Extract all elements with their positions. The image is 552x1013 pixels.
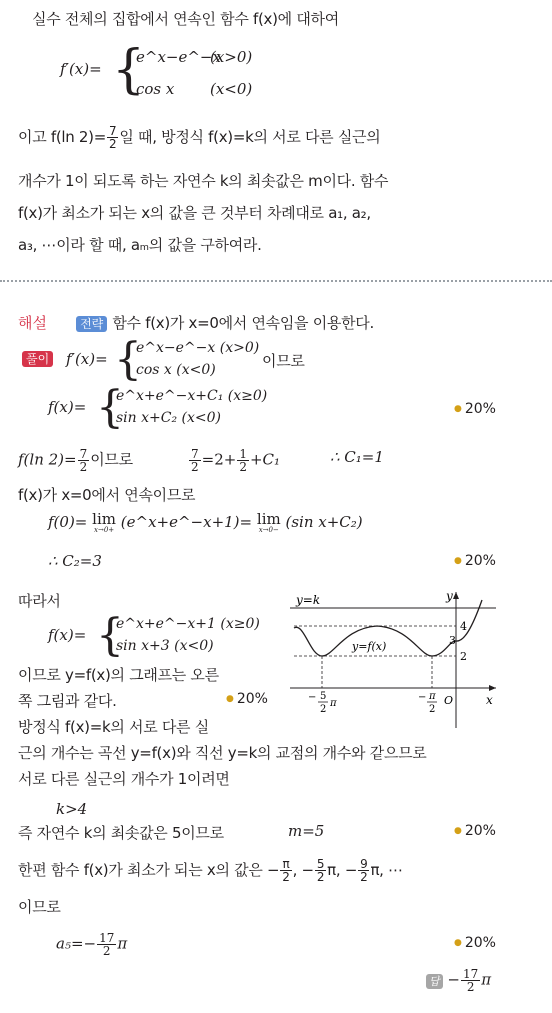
xtick2-den: 2: [429, 704, 436, 715]
den: 2: [316, 870, 325, 884]
brace-s2: {: [96, 382, 124, 433]
frac-pi-2: [280, 858, 291, 883]
problem-line-6: a₃, ⋯이라 할 때, aₘ의 값을 구하여라.: [18, 236, 262, 254]
tick-4: 4: [460, 620, 467, 633]
answer-minus: −: [447, 970, 460, 989]
frac-17-2: [97, 932, 116, 957]
s2-case1: e^x+e^−x+C₁ (x≥0): [116, 388, 268, 404]
num: π: [282, 857, 290, 871]
lim-sub: x→0+: [94, 526, 115, 534]
lim-1: [92, 512, 116, 534]
x-axis-arrow: [489, 685, 496, 691]
num: 1: [239, 447, 247, 461]
s16-c: π, ⋯: [370, 861, 403, 879]
frac-5-2: [315, 858, 326, 883]
s11: 방정식 f(x)=k의 서로 다른 실: [18, 718, 209, 736]
den: 2: [360, 870, 368, 884]
s3-conclusion: ∴ C₁=1: [330, 448, 384, 466]
frac-9-2: [358, 858, 369, 883]
s5-lhs: f(0)=: [48, 513, 88, 531]
s18-percent: ● 20%: [454, 935, 496, 951]
problem-line-5: f(x)가 최소가 되는 x의 값을 큰 것부터 차례대로 a₁, a₂,: [18, 204, 371, 222]
s1-tail: 이므로: [262, 352, 305, 370]
lim-word: lim: [256, 510, 281, 528]
s14: k>4: [56, 800, 88, 818]
num: 7: [79, 447, 88, 461]
strategy-badge: 전략: [76, 316, 107, 332]
lim-word: lim: [92, 510, 116, 528]
brace-s1: {: [114, 334, 142, 385]
den: 2: [97, 944, 116, 957]
frac-7-2-s3: [78, 448, 90, 473]
s17: 이므로: [18, 898, 61, 916]
label-y-axis: y: [446, 589, 453, 603]
answer-pi: π: [481, 970, 492, 989]
case2-expr: cos x: [136, 80, 175, 98]
solution-header-row: [18, 312, 374, 333]
s6: ∴ C₂=3: [48, 552, 102, 570]
num: 7: [191, 447, 199, 461]
s15-percent: ● 20%: [454, 823, 496, 839]
s8-lhs: f(x)=: [48, 626, 87, 644]
s7: 따라서: [18, 592, 61, 610]
label-origin: O: [444, 694, 454, 707]
s1-case2: cos x (x<0): [136, 362, 216, 378]
problem-line-1: 실수 전체의 집합에서 연속인 함수 f(x)에 대하여: [32, 10, 339, 28]
s16-b: π, −: [327, 861, 358, 879]
s3-lhs: f(ln 2)=: [18, 450, 77, 469]
case2-cond: (x<0): [210, 80, 253, 98]
problem-line-3: [18, 125, 380, 150]
num: 9: [360, 857, 368, 871]
s13: 서로 다른 실근의 개수가 1이려면: [18, 770, 230, 788]
y-axis-arrow: [453, 592, 459, 599]
frac-den: 2: [109, 137, 117, 151]
label-curve: y=f(x): [352, 640, 387, 653]
s5-row: [48, 512, 363, 534]
s12: 근의 개수는 곡선 y=f(x)와 직선 y=k의 교점의 개수와 같으므로: [18, 744, 427, 762]
den: 2: [461, 980, 480, 993]
s3-imeuro: 이므로: [90, 450, 133, 469]
s15: 즉 자연수 k의 최솟값은 5이므로: [18, 824, 224, 842]
answer-badge: 답: [426, 974, 443, 989]
problem-line-4: 개수가 1이 되도록 하는 자연수 k의 최솟값은 m이다. 함수: [18, 172, 389, 190]
tick-3: 3: [449, 634, 456, 647]
s3-row: [18, 448, 133, 473]
s3-eq: [188, 448, 280, 473]
s2-lhs: f(x)=: [48, 398, 87, 416]
s8-case1: e^x+e^−x+1 (x≥0): [116, 616, 260, 632]
s5-mid: (e^x+e^−x+1)=: [120, 513, 253, 531]
sol-badge: [22, 348, 53, 367]
case1-cond: (x>0): [210, 48, 253, 66]
den: 2: [282, 870, 290, 884]
num: 17: [463, 967, 479, 981]
answer-frac: [461, 968, 480, 993]
den: 2: [79, 460, 88, 474]
tick-2: 2: [460, 650, 467, 663]
brace-s8: {: [96, 610, 124, 661]
frac-num: 7: [109, 124, 117, 138]
lim-2: [257, 512, 281, 534]
label-x-axis: x: [486, 693, 493, 707]
s2-percent: ● 20%: [454, 401, 496, 417]
solution-header: 해설: [18, 314, 47, 332]
s16: 한편 함수 f(x)가 최소가 되는 x의 값은 − $\frac{\pi}{2}$ , − $\frac{5}{2}$ π, − $\frac{9}{2}$ π, ⋯: [18, 857, 403, 884]
s10-percent: ● 20%: [226, 691, 268, 707]
s18: [56, 932, 127, 957]
s1-case1: e^x−e^−x (x>0): [136, 340, 260, 356]
s1-lhs: f′(x)=: [66, 350, 108, 368]
lim-sub: x→0−: [258, 526, 279, 534]
s4: f(x)가 x=0에서 연속이므로: [18, 486, 196, 504]
num: 5: [316, 857, 325, 871]
strategy-text: 함수 f(x)가 x=0에서 연속임을 이용한다.: [112, 314, 374, 332]
xtick2-num: π: [429, 691, 436, 702]
s2-case2: sin x+C₂ (x<0): [116, 410, 221, 426]
frac-7-2: [107, 125, 118, 150]
s6-percent: ● 20%: [454, 553, 496, 569]
s10: 쪽 그림과 같다.: [18, 692, 117, 710]
line3-part-b: 일 때, 방정식 f(x)=k의 서로 다른 실근의: [119, 128, 381, 146]
pi: π: [117, 934, 128, 953]
brace-1: {: [112, 40, 146, 100]
xtick1-minus: −: [308, 692, 317, 703]
frac-1-2: [237, 448, 249, 473]
s18-lhs: a₅=−: [56, 934, 97, 953]
fprime-lhs: f′(x)=: [60, 60, 102, 78]
case1-expr: e^x−e^−x: [136, 48, 221, 66]
frac-7-2-b: [189, 448, 201, 473]
xtick1-den: 2: [320, 704, 327, 715]
den: 2: [191, 460, 199, 474]
xtick1-num: 5: [320, 691, 327, 702]
label-y-eq-k: y=k: [296, 593, 321, 607]
xtick1-pi: π: [330, 698, 337, 709]
sol-badge-label: 풀이: [22, 351, 53, 367]
s16-a: 한편 함수 f(x)가 최소가 되는 x의 값은 −: [18, 861, 280, 879]
s15-m: m=5: [288, 822, 325, 840]
line3-part-a: 이고 f(ln 2)=: [18, 128, 106, 146]
s9: 이므로 y=f(x)의 그래프는 오른: [18, 666, 219, 684]
function-graph: [286, 588, 502, 730]
den: 2: [239, 460, 247, 474]
num: 17: [99, 931, 115, 945]
s3-c1: +C₁: [249, 450, 281, 469]
s3-eq2: =2+: [201, 450, 237, 469]
section-divider: [0, 280, 552, 282]
s5-right: (sin x+C₂): [285, 513, 363, 531]
s8-case2: sin x+3 (x<0): [116, 638, 214, 654]
xtick2-minus: −: [418, 692, 427, 703]
answer-row: [426, 968, 491, 993]
